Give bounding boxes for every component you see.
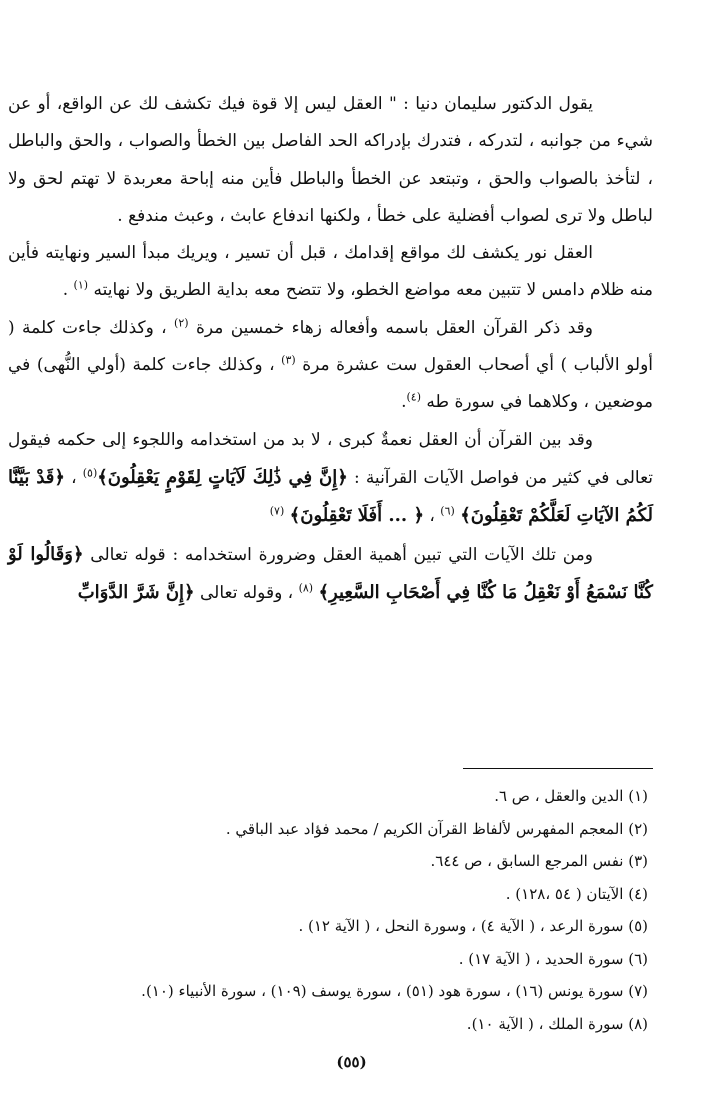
footnote-ref[interactable]: (٧): [269, 504, 285, 518]
paragraph-1: [8, 86, 653, 235]
footnote-ref[interactable]: (٤): [406, 390, 421, 404]
footnote-divider: [463, 768, 653, 769]
footnote-ref[interactable]: (٨): [298, 581, 314, 595]
paragraph-text: وقد ذكر القرآن العقل باسمه وأفعاله زهاء خمسين مرة: [195, 317, 593, 338]
footnote-item: (١) الدين والعقل ، ص ٦.: [494, 787, 648, 805]
footnote-ref[interactable]: (٣): [281, 353, 296, 367]
paragraph-text: يقول الدكتور سليمان دنيا : " العقل ليس إلا قوة فيك تكشف لك عن الواقع، أو عن شيء من جوانبه ، لتدركه ، فتدرك بإدراكه الحد الفاصل بين الخطأ والصواب ، والحق والباطل ، لتأخذ بالصواب والحق ، وتبتعد عن الخطأ والباطل فأين منه إباحة معربدة لا تهتم لحق ولا لباطل ولا ترى لصواب أفضلية على خطأ ، ولكنها اندفاع عابث ، وعبث مندفع .: [8, 94, 653, 226]
paragraph-text: ، وكذلك جاءت كلمة ( أولو الألباب ) أي أصحاب العقول ست عشرة مرة: [8, 317, 654, 376]
paragraph-text: ، وقوله تعالى: [194, 582, 299, 603]
footnote-item: (٣) نفس المرجع السابق ، ص ٦٤٤.: [430, 852, 648, 870]
page-number: (٥٥): [336, 1053, 367, 1071]
paragraph-end: .: [401, 392, 407, 413]
separator: ،: [424, 506, 441, 527]
main-text: [8, 86, 653, 612]
footnote-ref[interactable]: (٥): [82, 466, 98, 480]
footnote-ref[interactable]: (٦): [440, 504, 455, 518]
paragraph-4: [8, 422, 653, 536]
footnote-ref[interactable]: (٢): [174, 316, 189, 330]
paragraph-text: ، وكذلك جاءت كلمة (أولي النُّهى) في موضعين ، وكلاهما في سورة طه: [8, 355, 653, 413]
quran-verse: ﴿إِنَّ فِي ذَٰلِكَ لَآيَاتٍ لِقَوْمٍ يَعْقِلُونَ﴾: [97, 466, 348, 488]
footnote-item: (٢) المعجم المفهرس لألفاظ القرآن الكريم / محمد فؤاد عبد الباقي .: [225, 819, 648, 838]
footnote-item: (٤) الآيتان ( ٥٤ ،١٢٨) .: [505, 884, 648, 903]
quran-verse: ﴿ ... أَفَلَا تَعْقِلُونَ﴾: [289, 505, 424, 527]
footnote-item: (٧) سورة يونس (١٦) ، سورة هود (٥١) ، سورة يوسف (١٠٩) ، سورة الأنبياء (١٠).: [141, 982, 648, 1000]
paragraph-text: وقد بين القرآن أن العقل نعمةٌ كبرى ، لا بد من استخدامه واللجوء إلى حكمه فيقول تعالى في كثير من فواصل الآيات القرآنية :: [8, 429, 654, 488]
paragraph-2: [8, 235, 653, 310]
quran-verse: ﴿وَقَالُوا لَوْ كُنَّا نَسْمَعُ أَوْ نَعْقِلُ مَا كُنَّا فِي أَصْحَابِ السَّعِيرِ﴾: [8, 543, 653, 603]
paragraph-text: العقل نور يكشف لك مواقع إقدامك ، قبل أن تسير ، ويريك مبدأ السير ونهايته فأين منه ظلام دامس لا تتبين معه مواضع الخطو، ولا تتضح معه بداية الطريق ولا نهايته: [8, 243, 653, 301]
paragraph-end: .: [62, 280, 74, 301]
paragraph-text: ومن تلك الآيات التي تبين أهمية العقل وضرورة استخدامه : قوله تعالى: [83, 544, 593, 565]
footnotes-list: [20, 780, 648, 1040]
footnote-item: (٦) سورة الحديد ، ( الآية ١٧) .: [458, 949, 648, 968]
separator: ،: [64, 467, 83, 488]
footnote-ref[interactable]: (١): [73, 278, 89, 292]
footnote-item: (٥) سورة الرعد ، ( الآية ٤) ، وسورة النحل ، ( الآية ١٢) .: [298, 917, 648, 935]
paragraph-3: [8, 310, 653, 422]
footnote-item: (٨) سورة الملك ، ( الآية ١٠).: [466, 1014, 648, 1033]
paragraph-5: [8, 536, 653, 613]
quran-verse: ﴿إِنَّ شَرَّ الدَّوَابِّ: [77, 581, 195, 603]
quran-verse: ﴿قَدْ بَيَّنَّا لَكُمُ الآيَاتِ لَعَلَّكُمْ تَعْقِلُونَ﴾: [8, 466, 653, 527]
